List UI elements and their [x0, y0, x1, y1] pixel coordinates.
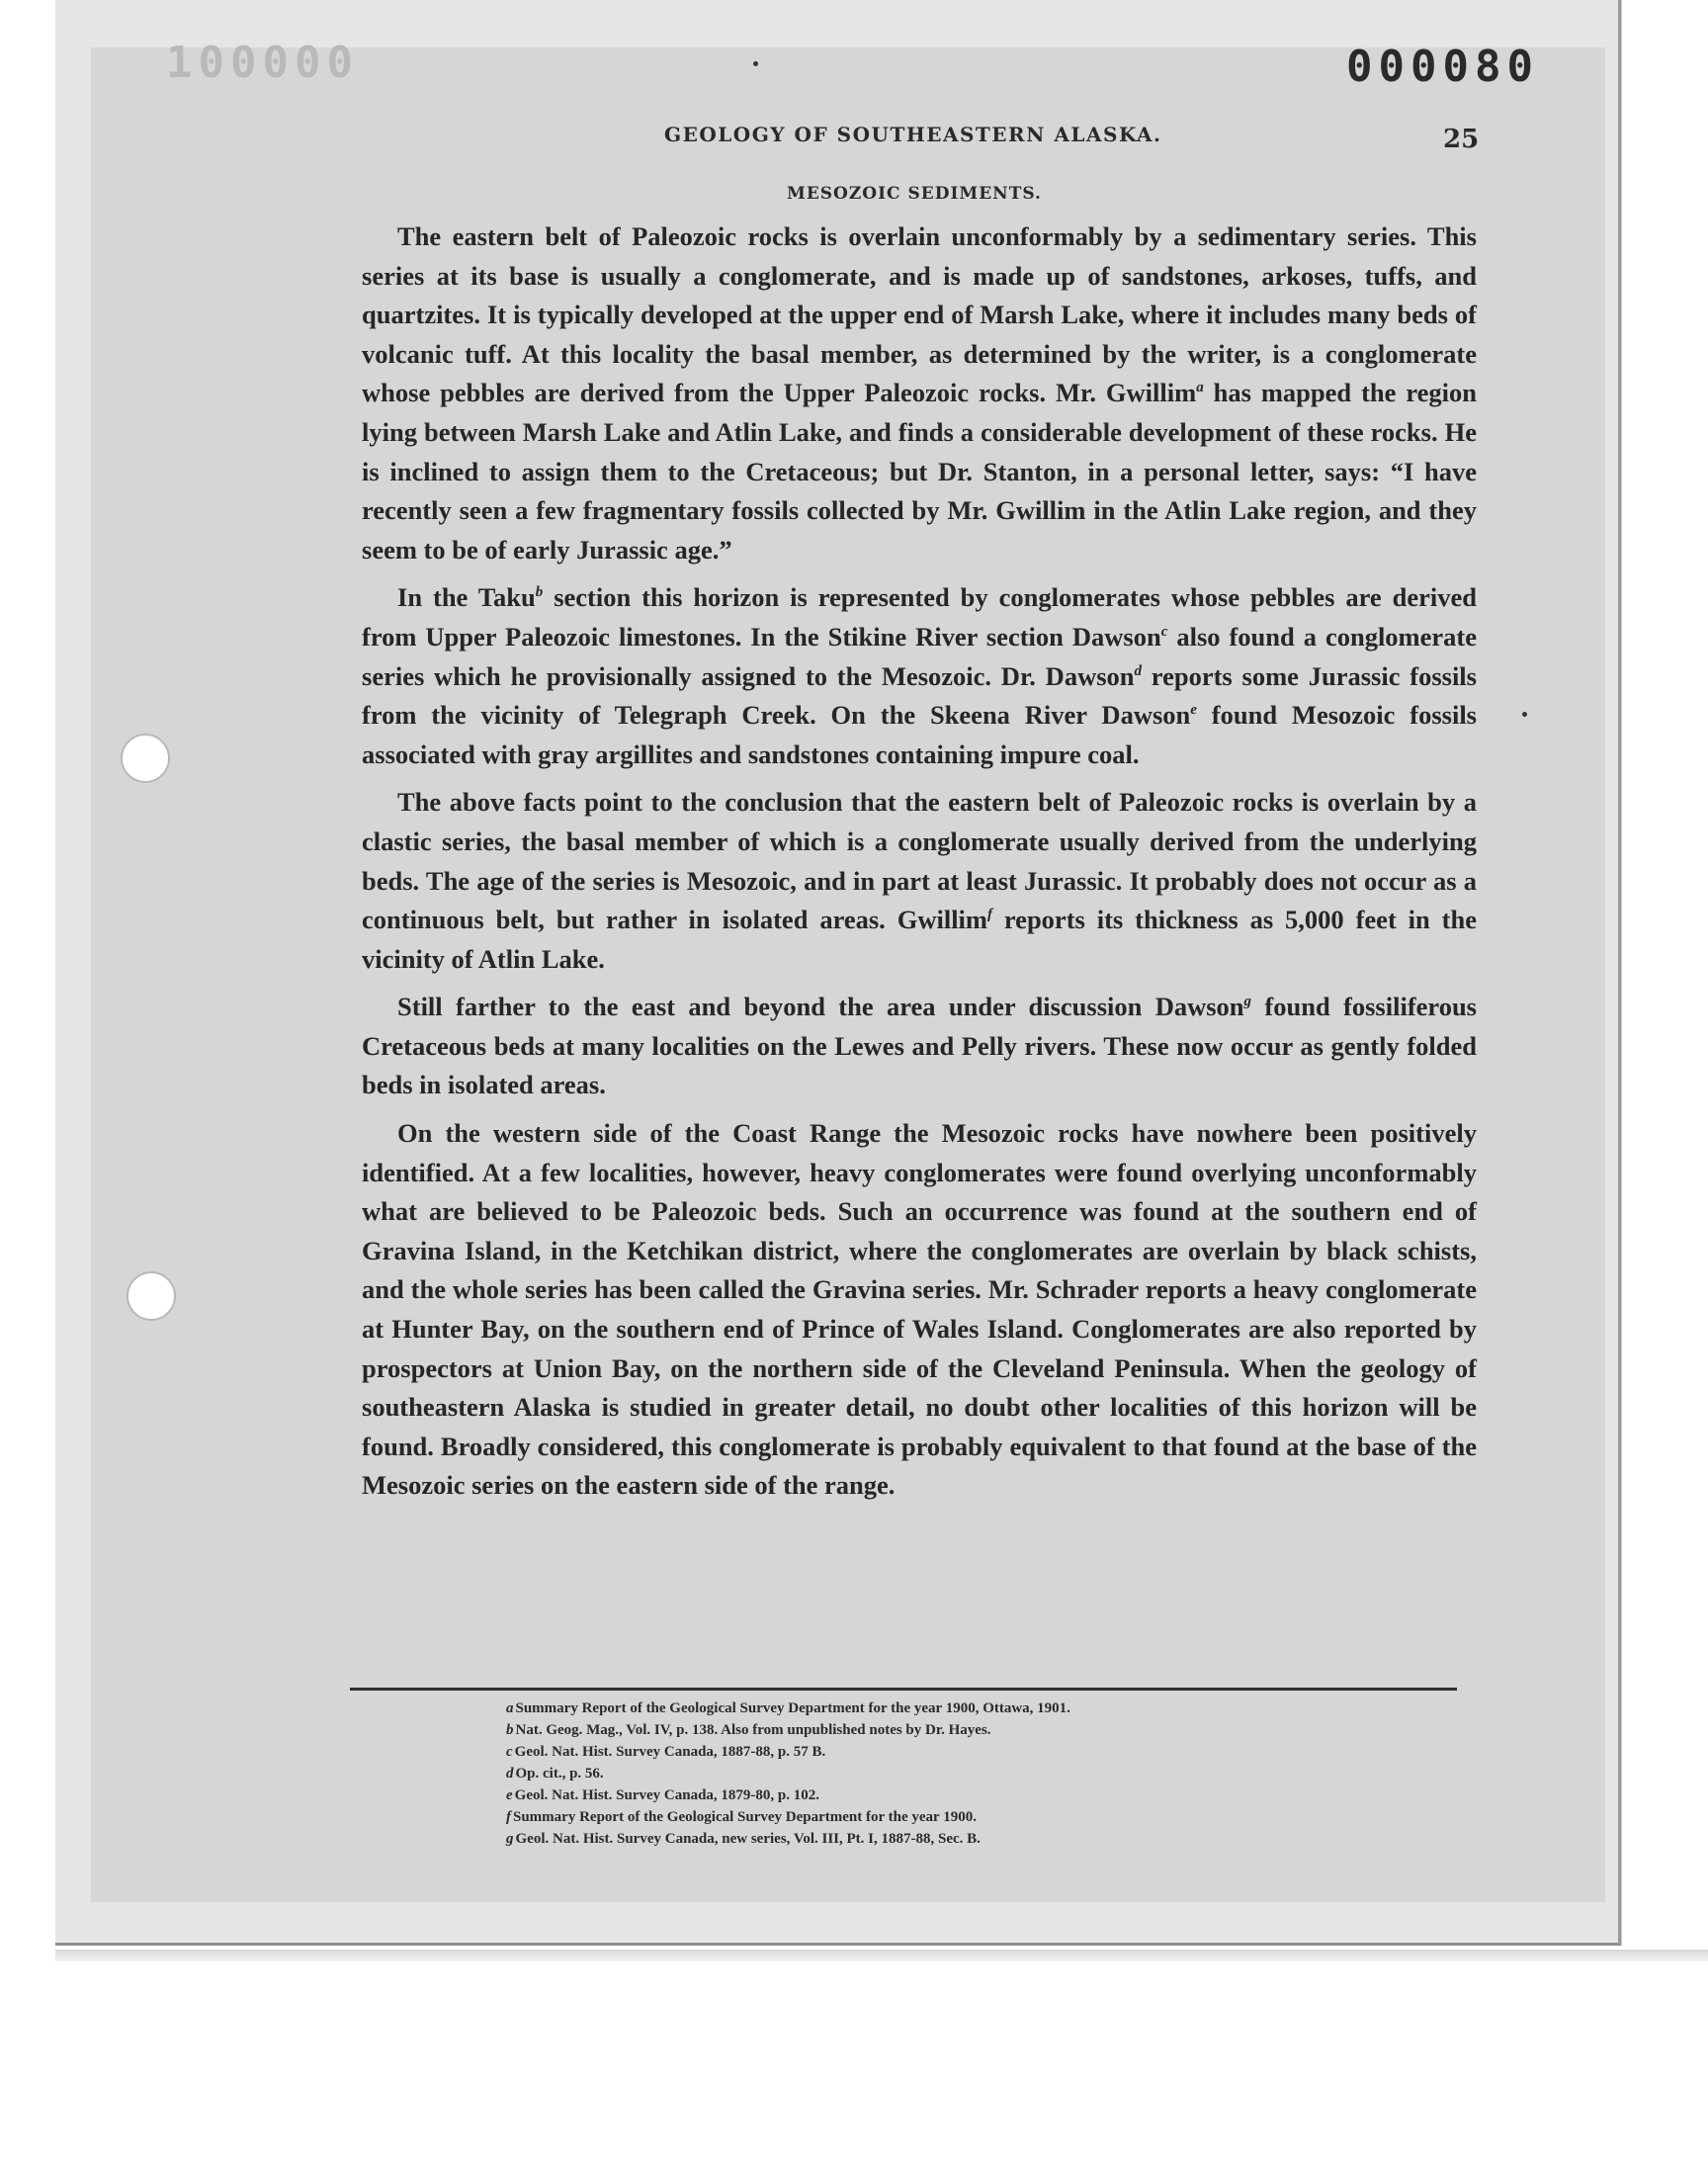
- paragraph-3: [362, 783, 1477, 979]
- footnote-b: [506, 1719, 1494, 1741]
- paragraph-1: [362, 218, 1477, 569]
- paragraph-text: found fossiliferous Cretaceous beds at many localities on the Lewes and Pelly rivers. These now occur as gently folded beds in isolated areas.: [362, 992, 1477, 1100]
- footnote-c: [506, 1741, 1494, 1763]
- scan-speck: [753, 61, 758, 66]
- section-heading: MESOZOIC SEDIMENTS.: [787, 184, 1042, 204]
- footnote-text: Nat. Geog. Mag., Vol. IV, p. 138. Also from unpublished notes by Dr. Hayes.: [515, 1722, 991, 1738]
- scan-stamp-number: 000080: [1346, 42, 1539, 92]
- footnote-text: Geol. Nat. Hist. Survey Canada, new series, Vol. III, Pt. I, 1887-88, Sec. B.: [515, 1831, 981, 1847]
- running-title: GEOLOGY OF SOUTHEASTERN ALASKA.: [664, 123, 1162, 146]
- faded-stamp-number: 100000: [166, 38, 359, 88]
- paragraph-text: Still farther to the east and beyond the area under discussion Dawson: [397, 992, 1244, 1022]
- footnote-rule: [350, 1688, 1457, 1691]
- paragraph-text: has mapped the region lying between Marsh Lake and Atlin Lake, and finds a considerable development of these rocks. He is inclined to assign them to the Cretaceous; but Dr. Stanton, in a personal letter, says: “I have recently seen a few fragmentary fossils collected by Mr. Gwillim in the Atlin Lake region, and they seem to be of early Jurassic age.”: [362, 378, 1477, 565]
- footnote-f: [506, 1806, 1494, 1828]
- paragraph-5: [362, 1114, 1477, 1506]
- footnote-ref: g: [1243, 994, 1252, 1010]
- paragraph-4: [362, 988, 1477, 1105]
- footnote-text: Op. cit., p. 56.: [515, 1766, 604, 1782]
- footnote-d: [506, 1763, 1494, 1784]
- footnote-ref: a: [1196, 380, 1204, 396]
- paragraph-text: On the western side of the Coast Range the Mesozoic rocks have nowhere been positively identified. At a few localities, however, heavy conglomerates were found overlying unconformably what are believed to be Paleozoic beds. Such an occurrence was found at the southern end of Gravina Island, in the Ketchikan district, where the conglomerates are overlain by black schists, and the whole series has been called the Gravina series. Mr. Schrader reports a heavy conglomerate at Hunter Bay, on the southern end of Prince of Wales Island. Conglomerates are also reported by prospectors at Union Bay, on the northern side of the Cleveland Peninsula. When the geology of southeastern Alaska is studied in greater detail, no doubt other localities of this horizon will be found. Broadly considered, this conglomerate is probably equivalent to that found at the base of the Mesozoic series on the eastern side of the range.: [362, 1118, 1477, 1501]
- footnote-mark: a: [506, 1700, 514, 1716]
- paragraph-text: section this horizon is represented by conglomerates whose pebbles are derived from Upper Paleozoic limestones. In the Stikine River section Dawson: [362, 582, 1477, 652]
- footnote-text: Summary Report of the Geological Survey Department for the year 1900.: [513, 1809, 977, 1825]
- footnote-ref: b: [535, 584, 544, 601]
- paragraph-2: [362, 578, 1477, 774]
- paragraph-text: The above facts point to the conclusion that the eastern belt of Paleozoic rocks is overlain by a clastic series, the basal member of which is a conglomerate usually derived from the underlying beds. The age of the series is Mesozoic, and in part at least Jurassic. It probably does not occur as a continuous belt, but rather in isolated areas. Gwillim: [362, 787, 1477, 935]
- footnote-a: [506, 1697, 1494, 1719]
- footnote-mark: c: [506, 1744, 513, 1760]
- footnote-ref: f: [987, 907, 992, 923]
- body-text: [362, 218, 1477, 1515]
- page-number: 25: [1443, 125, 1480, 154]
- footnote-text: Summary Report of the Geological Survey Department for the year 1900, Ottawa, 1901.: [515, 1700, 1070, 1716]
- paragraph-text: found Mesozoic fossils associated with gray argillites and sandstones containing impure coal.: [362, 700, 1477, 769]
- paragraph-text: In the Taku: [397, 582, 536, 613]
- footnote-mark: b: [506, 1722, 514, 1738]
- binder-hole-top: [121, 734, 170, 783]
- footnotes: [506, 1697, 1494, 1850]
- footnote-e: [506, 1784, 1494, 1806]
- footnote-text: Geol. Nat. Hist. Survey Canada, 1887-88, p. 57 B.: [514, 1744, 826, 1760]
- footnote-ref: d: [1134, 662, 1143, 679]
- paragraph-text: The eastern belt of Paleozoic rocks is overlain unconformably by a sedimentary series. This series at its base is usually a conglomerate, and is made up of sandstones, arkoses, tuffs, and quartzites. It is typically developed at the upper end of Marsh Lake, where it includes many beds of volcanic tuff. At this locality the basal member, as determined by the writer, is a conglomerate whose pebbles are derived from the Upper Paleozoic rocks. Mr. Gwillim: [362, 221, 1477, 408]
- footnote-mark: e: [506, 1787, 513, 1803]
- paragraph-text: reports some Jurassic fossils from the vicinity of Telegraph Creek. On the Skeena River Dawson: [362, 660, 1477, 731]
- scan-speck: [1522, 712, 1527, 717]
- footnote-g: [506, 1828, 1494, 1850]
- footnote-ref: e: [1190, 702, 1197, 719]
- binder-hole-bottom: [127, 1271, 176, 1321]
- scanner-bed-edge: [55, 1950, 1708, 1961]
- footnote-ref: c: [1160, 623, 1168, 640]
- paragraph-text: also found a conglomerate series which he provisionally assigned to the Mesozoic. Dr. Dawson: [362, 621, 1477, 691]
- footnote-text: Geol. Nat. Hist. Survey Canada, 1879-80, p. 102.: [514, 1787, 820, 1803]
- footnote-mark: f: [506, 1809, 511, 1825]
- footnote-mark: g: [506, 1831, 514, 1847]
- paragraph-text: reports its thickness as 5,000 feet in the vicinity of Atlin Lake.: [362, 905, 1477, 974]
- footnote-mark: d: [506, 1766, 514, 1782]
